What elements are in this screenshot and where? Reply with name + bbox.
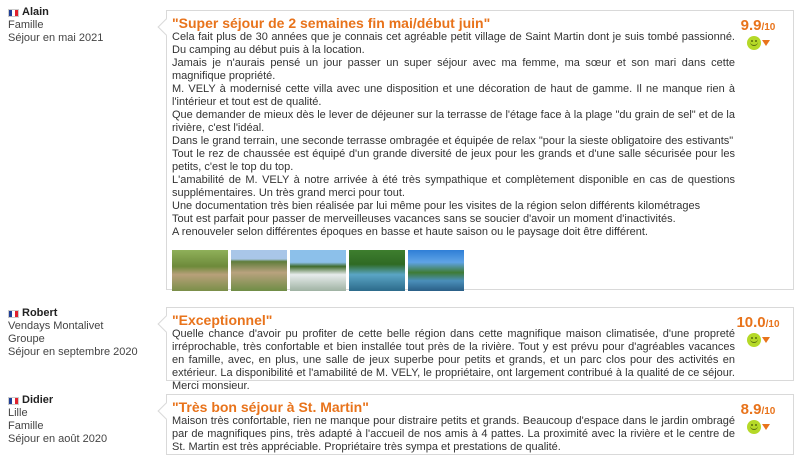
score-max: /10 bbox=[761, 22, 776, 33]
smiley-icon bbox=[747, 333, 761, 347]
review-title: "Super séjour de 2 semaines fin mai/début juin" bbox=[172, 15, 491, 31]
review-text: Maison très confortable, rien ne manque pour distraire petits et grands. Beaucoup d'espace dans le jardin ombragé par de magnifiques pins, très adapté à l'accueil de nos amis à 4 pattes. La proximité avec la rivière et le centre de St. Martin est très appréciable. Propriétaire très sympa et prestations de qualité. bbox=[172, 415, 735, 453]
stay-date: Séjour en septembre 2020 bbox=[8, 346, 138, 358]
review-author bbox=[8, 6, 158, 45]
review-title: "Très bon séjour à St. Martin" bbox=[172, 399, 369, 415]
review-score bbox=[733, 401, 783, 434]
review-paragraph: Une documentation très bien réalisée par lui même pour les visites de la région selon différents kilométrages bbox=[172, 200, 701, 212]
review-paragraph: M. VELY à modernisé cette villa avec une disposition et une décoration de haut de gamme. Il ne manque rien à l'intérieur et tout est de qualité. bbox=[172, 83, 735, 108]
author-location: Lille bbox=[8, 407, 28, 419]
review-paragraph: Jamais je n'aurais pensé un jour passer un super séjour avec ma femme, ma sœur et son mari dans cette magnifique propriété. bbox=[172, 57, 735, 82]
photo-thumbnail[interactable] bbox=[290, 250, 346, 291]
score-max: /10 bbox=[761, 406, 776, 417]
author-group: Groupe bbox=[8, 333, 45, 345]
author-name: Alain bbox=[22, 6, 49, 18]
author-location: Vendays Montalivet bbox=[8, 320, 104, 332]
review-paragraph: Tout est parfait pour passer de merveilleuses vacances sans se soucier d'avoir un moment d'inactivités. bbox=[172, 213, 676, 225]
review-card bbox=[166, 307, 794, 392]
review-card bbox=[166, 394, 794, 455]
author-name: Didier bbox=[22, 394, 54, 406]
score-value: 9.9 bbox=[740, 17, 762, 34]
photo-thumbnail[interactable] bbox=[172, 250, 228, 291]
stay-date: Séjour en août 2020 bbox=[8, 433, 108, 445]
review-text bbox=[172, 31, 735, 239]
score-value: 10.0 bbox=[736, 314, 766, 331]
review-paragraph: L'amabilité de M. VELY à notre arrivée à été très sympathique et complètement disponible en cas de questions supplémentaires. Un très grand merci pour tout. bbox=[172, 174, 735, 199]
photo-thumbnail[interactable] bbox=[408, 250, 464, 291]
photo-thumbnail[interactable] bbox=[349, 250, 405, 291]
photo-gallery bbox=[172, 250, 735, 291]
review-paragraph: Que demander de mieux dès le lever de déjeuner sur la terrasse de l'étage face à la plage "du grain de sel" et de la rivière, c'est l'idéal. bbox=[172, 109, 735, 134]
review-paragraph: A renouveler selon différentes époques en basse et haute saison ou le paysage doit être différent. bbox=[172, 226, 648, 238]
review-author bbox=[8, 394, 158, 446]
review-paragraph: Dans le grand terrain, une seconde terrasse ombragée et équipée de relax "pour la sieste obligatoire des estivants" bbox=[172, 135, 734, 147]
review-paragraph: Cela fait plus de 30 années que je connais cet agréable petit village de Saint Martin dont je suis tombé passionné. Du camping au début puis à la location. bbox=[172, 31, 735, 56]
review-author bbox=[8, 307, 158, 359]
smiley-icon bbox=[747, 420, 761, 434]
author-name: Robert bbox=[22, 307, 58, 319]
arrow-down-icon[interactable] bbox=[762, 40, 770, 46]
score-max: /10 bbox=[765, 319, 780, 330]
arrow-down-icon[interactable] bbox=[762, 337, 770, 343]
review-title: "Exceptionnel" bbox=[172, 312, 273, 328]
review-paragraph: Tout le rez de chaussée est équipé d'un grande diversité de jeux pour les grands et d'une salle sécurisée pour les petits, c'est le top du top. bbox=[172, 148, 735, 173]
stay-date: Séjour en mai 2021 bbox=[8, 32, 104, 44]
review-card bbox=[166, 10, 794, 290]
author-group: Famille bbox=[8, 420, 44, 432]
review-score bbox=[733, 17, 783, 50]
review-score bbox=[733, 314, 783, 347]
france-flag-icon bbox=[8, 310, 19, 318]
smiley-icon bbox=[747, 36, 761, 50]
score-value: 8.9 bbox=[740, 401, 762, 418]
arrow-down-icon[interactable] bbox=[762, 424, 770, 430]
france-flag-icon bbox=[8, 397, 19, 405]
france-flag-icon bbox=[8, 9, 19, 17]
author-group: Famille bbox=[8, 19, 44, 31]
photo-thumbnail[interactable] bbox=[231, 250, 287, 291]
review-text: Quelle chance d'avoir pu profiter de cette belle région dans cette magnifique maison climatisée, d'une propreté irréprochable, très confortable et bien installée tout près de la rivière. Tout y est prévu pour d'agréables vacances en famille, avec, en plus, une salle de jeux superbe pour petits et grands, et un parc clos pour des activités en extérieur. La disponibilité et l'amabilité de M. VELY, le propriétaire, ont largement contribué à la qualité de ce séjour. Merci monsieur. bbox=[172, 328, 735, 392]
